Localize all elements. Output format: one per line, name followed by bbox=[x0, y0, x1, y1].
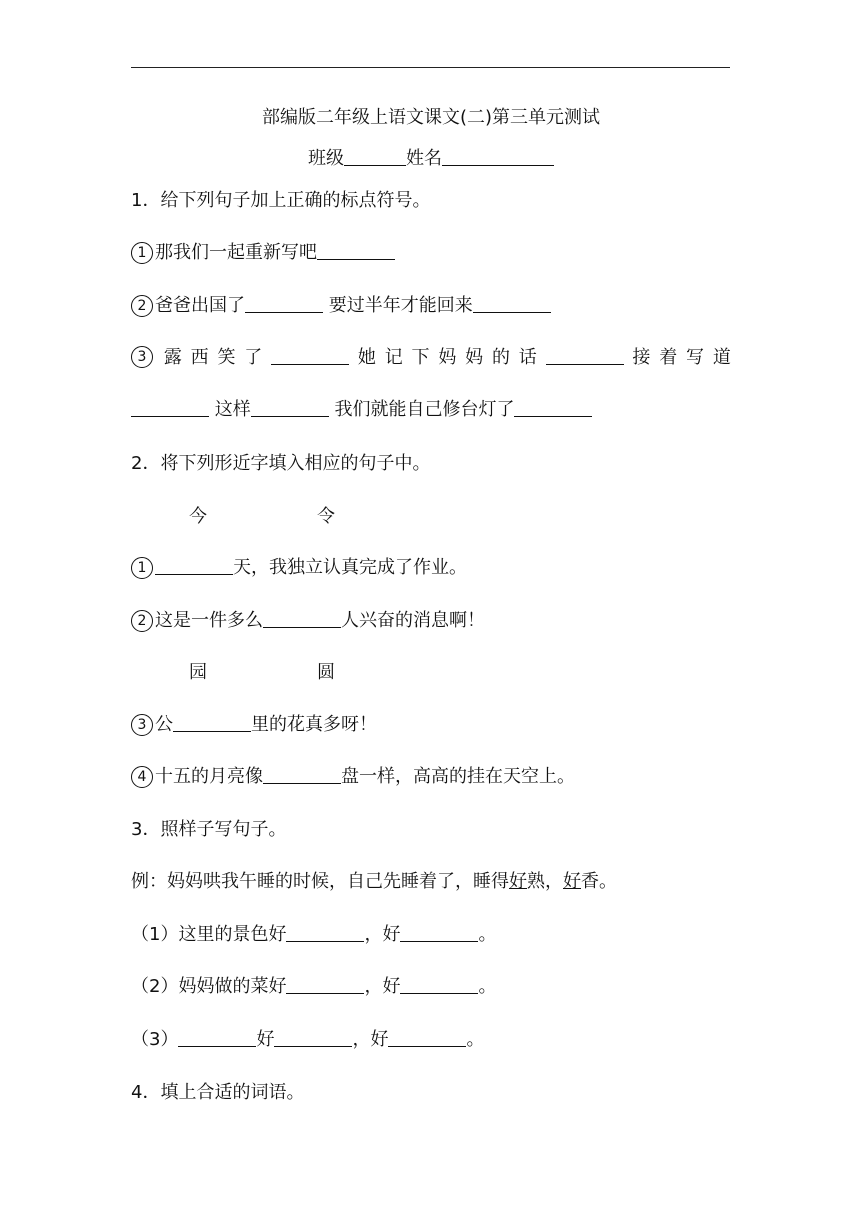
q2-item-3 bbox=[131, 713, 731, 737]
q3-example bbox=[131, 870, 731, 894]
example-mid: 熟， bbox=[527, 871, 563, 892]
class-label: 班级 bbox=[308, 148, 344, 169]
answer-blank[interactable] bbox=[155, 556, 233, 575]
q1-item-3-line1 bbox=[131, 346, 731, 370]
answer-blank[interactable] bbox=[286, 975, 364, 994]
answer-blank[interactable] bbox=[271, 346, 349, 365]
q2-char-pair-1 bbox=[189, 505, 789, 529]
q1-item-1 bbox=[131, 241, 731, 265]
item-label: （2） bbox=[131, 976, 179, 997]
char: 着 bbox=[659, 347, 678, 368]
circled-number: 1 bbox=[131, 557, 153, 579]
q3-item-2 bbox=[131, 975, 731, 999]
circled-number: 3 bbox=[131, 346, 153, 368]
q1-item-2-text-b: 要过半年才能回来 bbox=[328, 295, 473, 316]
char: 西 bbox=[190, 347, 209, 368]
q2-char-pair-2 bbox=[189, 661, 789, 685]
circled-number: 4 bbox=[131, 766, 153, 788]
q1-item-3-line2 bbox=[131, 398, 731, 422]
q3-item-1-text-a: 这里的景色好 bbox=[178, 924, 287, 945]
answer-blank[interactable] bbox=[286, 923, 364, 942]
example-underlined-2: 好 bbox=[563, 871, 581, 892]
answer-blank[interactable] bbox=[263, 765, 341, 784]
answer-blank[interactable] bbox=[400, 975, 478, 994]
header-rule bbox=[131, 67, 730, 68]
q2-heading: 2．将下列形近字填入相应的句子中。 bbox=[131, 453, 431, 474]
char: 的 bbox=[491, 347, 510, 368]
class-blank[interactable] bbox=[344, 147, 406, 166]
char: 下 bbox=[411, 347, 430, 368]
q2-item-4 bbox=[131, 765, 731, 789]
q3-item-2-text-c: 。 bbox=[478, 976, 497, 997]
q3-item-1-text-c: 。 bbox=[478, 924, 497, 945]
circled-number: 2 bbox=[131, 295, 153, 317]
page-title: 部编版二年级上语文课文(二)第三单元测试 bbox=[261, 107, 601, 128]
example-underlined-1: 好 bbox=[509, 871, 527, 892]
char: 了 bbox=[244, 347, 263, 368]
char: 妈 bbox=[465, 347, 484, 368]
char: 写 bbox=[686, 347, 704, 368]
q2-item-1 bbox=[131, 556, 731, 580]
q1-heading: 1．给下列句子加上正确的标点符号。 bbox=[131, 190, 431, 211]
q3-heading: 3．照样子写句子。 bbox=[131, 819, 287, 840]
answer-blank[interactable] bbox=[546, 346, 624, 365]
char: 话 bbox=[518, 347, 537, 368]
q3-item-2-text-b: ，好 bbox=[364, 976, 401, 997]
char: 妈 bbox=[438, 347, 457, 368]
char: 接 bbox=[632, 347, 651, 368]
q2-item-3-text-a: 公 bbox=[155, 714, 173, 735]
answer-blank[interactable] bbox=[473, 294, 551, 313]
example-prefix: 例：妈妈哄我午睡的时候，自己先睡着了，睡得 bbox=[131, 871, 509, 892]
char: 道 bbox=[712, 347, 731, 368]
char-option: 今 bbox=[189, 506, 207, 527]
answer-blank[interactable] bbox=[251, 398, 329, 417]
answer-blank[interactable] bbox=[400, 923, 478, 942]
q1-item-2-text-a: 爸爸出国了 bbox=[155, 295, 245, 316]
q3-item-3 bbox=[131, 1028, 731, 1052]
q2-item-2 bbox=[131, 609, 731, 633]
answer-blank[interactable] bbox=[245, 294, 323, 313]
q3-item-3-text-b: ，好 bbox=[352, 1029, 389, 1050]
q2-item-3-text-b: 里的花真多呀！ bbox=[251, 714, 377, 735]
q1-item-3-text-a: 这样 bbox=[214, 399, 251, 420]
q2-item-2-text-a: 这是一件多么 bbox=[155, 610, 263, 631]
answer-blank[interactable] bbox=[274, 1028, 352, 1047]
student-info-line bbox=[131, 147, 731, 171]
char-option: 园 bbox=[189, 662, 207, 683]
q2-item-1-text: 天，我独立认真完成了作业。 bbox=[233, 557, 467, 578]
example-end: 香。 bbox=[581, 871, 617, 892]
name-label: 姓名 bbox=[406, 148, 442, 169]
char: 露 bbox=[163, 347, 182, 368]
q3-item-2-text-a: 妈妈做的菜好 bbox=[178, 976, 287, 997]
char: 笑 bbox=[217, 347, 236, 368]
circled-number: 3 bbox=[131, 714, 153, 736]
char: 记 bbox=[384, 347, 403, 368]
answer-blank[interactable] bbox=[317, 241, 395, 260]
q1-item-2 bbox=[131, 294, 731, 318]
answer-blank[interactable] bbox=[131, 398, 209, 417]
circled-number: 2 bbox=[131, 610, 153, 632]
char-option: 令 bbox=[317, 506, 335, 527]
char: 她 bbox=[357, 347, 376, 368]
name-blank[interactable] bbox=[442, 147, 554, 166]
q2-item-4-text-a: 十五的月亮像 bbox=[155, 766, 263, 787]
char-option: 圆 bbox=[317, 662, 335, 683]
item-label: （3） bbox=[131, 1029, 179, 1050]
q2-item-4-text-b: 盘一样，高高的挂在天空上。 bbox=[341, 766, 575, 787]
q3-item-3-text-c: 。 bbox=[466, 1029, 485, 1050]
q1-item-3-text-b: 我们就能自己修台灯了 bbox=[334, 399, 515, 420]
answer-blank[interactable] bbox=[514, 398, 592, 417]
q1-item-1-text: 那我们一起重新写吧 bbox=[155, 242, 317, 263]
q3-item-1-text-b: ，好 bbox=[364, 924, 401, 945]
q3-item-1 bbox=[131, 923, 731, 947]
answer-blank[interactable] bbox=[388, 1028, 466, 1047]
answer-blank[interactable] bbox=[263, 609, 341, 628]
answer-blank[interactable] bbox=[178, 1028, 256, 1047]
q2-item-2-text-b: 人兴奋的消息啊！ bbox=[341, 610, 485, 631]
circled-number: 1 bbox=[131, 242, 153, 264]
q3-item-3-text-a: 好 bbox=[256, 1029, 275, 1050]
q4-heading: 4．填上合适的词语。 bbox=[131, 1082, 305, 1103]
item-label: （1） bbox=[131, 924, 179, 945]
answer-blank[interactable] bbox=[173, 713, 251, 732]
